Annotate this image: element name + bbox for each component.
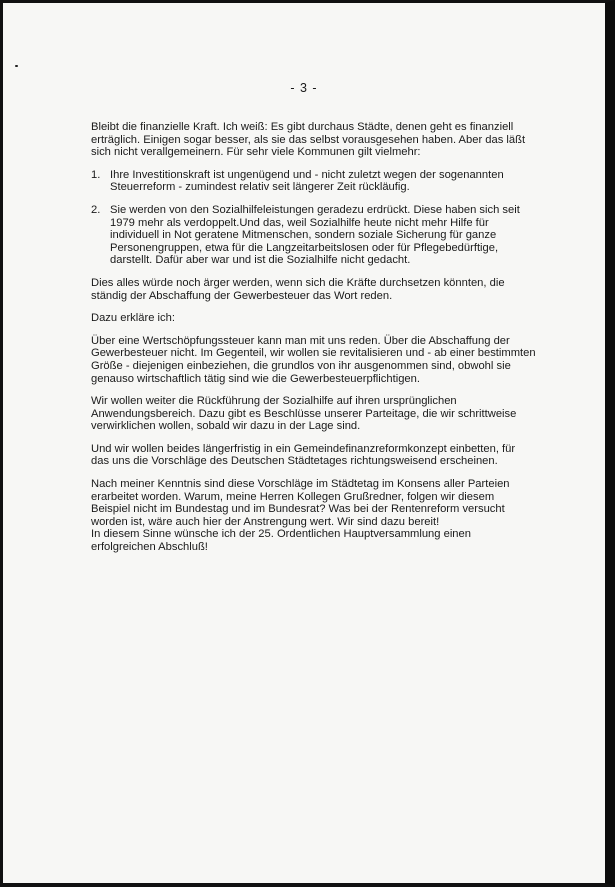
list-item-number: 2.	[91, 203, 101, 216]
paragraph-social-welfare: Wir wollen weiter die Rückführung der Sozialhilfe auf ihren ursprünglichen Anwendungsbereich. Dazu gibt es Beschlüsse unserer Parteitage, die wir schrittweise verwirklichen wollen, sobald wir dazu in der Lage sind.	[91, 395, 517, 433]
list-item	[91, 169, 536, 194]
document-body	[91, 121, 536, 564]
paragraph-finance-reform: Und wir wollen beides längerfristig in ein Gemeindefinanzreformkonzept einbetten, für das uns die Vorschläge des Deutschen Städtetages richtungsweisend erscheinen.	[91, 442, 516, 468]
paragraph-declaration: Dazu erkläre ich:	[91, 312, 175, 325]
scan-speck	[15, 65, 18, 67]
list-item-text: Ihre Investitionskraft ist ungenügend und - nicht zuletzt wegen der sogenannten Steuerreform - zumindest relativ seit längerer Zeit rückläufig.	[110, 168, 504, 194]
page-number: - 3 -	[290, 81, 318, 95]
paragraph-financial-strength: Bleibt die finanzielle Kraft. Ich weiß: Es gibt durchaus Städte, denen geht es finanziell erträglich. Einigen sogar besser, als sie das selbst vorausgesehen haben. Aber das läßt sich nicht verallgemeinern. Für sehr viele Kommunen gilt vielmehr:	[91, 121, 526, 159]
paragraph-closing: In diesem Sinne wünsche ich der 25. Ordentlichen Hauptversammlung einen erfolgreichen Abschluß!	[91, 528, 471, 554]
list-item-number: 1.	[91, 168, 101, 181]
paragraph-value-added-tax: Über eine Wertschöpfungssteuer kann man mit uns reden. Über die Abschaffung der Gewerbesteuer nicht. Im Gegenteil, wir wollen sie revitalisieren und - ab einer bestimmten Größe - diejenigen einbeziehen, die grundlos von ihr ausgenommen sind, obwohl sie genauso wirtschaftlich tätig sind wie die Gewerbesteuerpflichtigen.	[91, 334, 536, 385]
paragraph-trade-tax: Dies alles würde noch ärger werden, wenn sich die Kräfte durchsetzen könnten, die ständig der Abschaffung der Gewerbesteuer das Wort reden.	[91, 276, 505, 302]
numbered-list	[91, 169, 536, 267]
paragraph-consensus: Nach meiner Kenntnis sind diese Vorschläge im Städtetag im Konsens aller Parteien erarbeitet worden. Warum, meine Herren Kollegen Grußredner, folgen wir diesem Beispiel nicht im Bundestag und im Bundesrat? Was bei der Rentenreform versucht worden ist, wäre auch hier der Anstrengung wert. Wir sind dazu bereit!	[91, 478, 510, 528]
list-item	[91, 204, 536, 267]
list-item-text: Sie werden von den Sozialhilfeleistungen geradezu erdrückt. Diese haben sich seit 1979 mehr als verdoppelt.Und das, weil Sozialhilfe heute nicht mehr Hilfe für individuell in Not geratene Mitmenschen, sondern soziale Sicherung für ganze Personengruppen, etwa für die Langzeitarbeitslosen oder für Pflegebedürftige, darstellt. Dafür aber war und ist die Sozialhilfe nicht gedacht.	[110, 203, 520, 267]
